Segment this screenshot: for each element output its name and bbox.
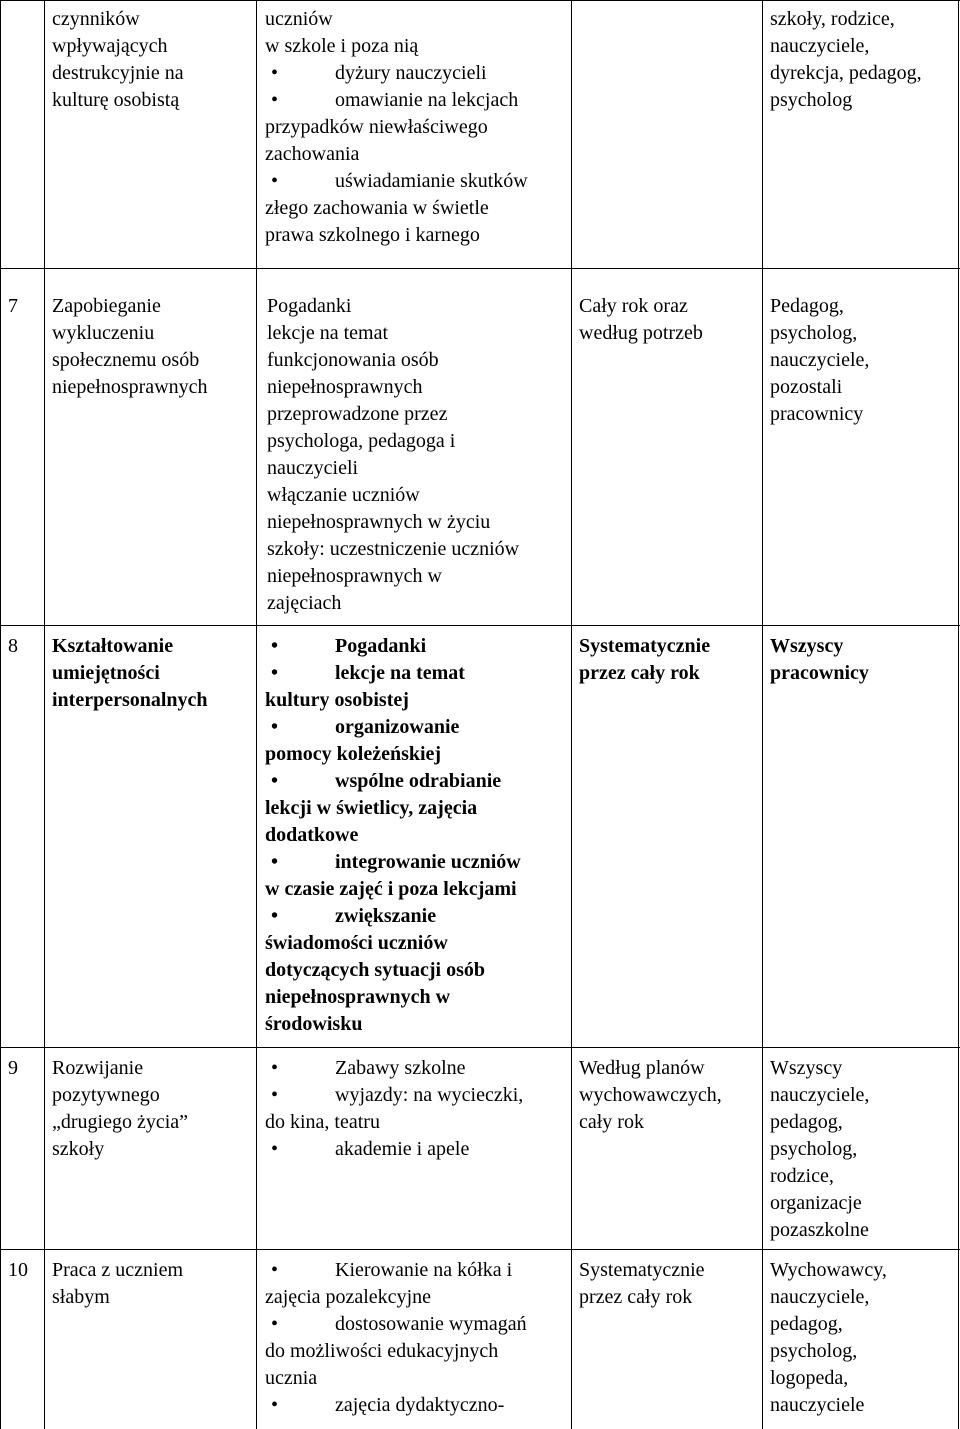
action-line: niepełnosprawnych w życiu xyxy=(267,511,491,533)
resp-line: Wychowawcy, xyxy=(770,1259,887,1281)
bullet-icon: • xyxy=(271,89,279,111)
action-line: szkoły: uczestniczenie uczniów xyxy=(267,538,520,560)
action-line: przypadków niewłaściwego xyxy=(265,116,488,138)
time-line: według potrzeb xyxy=(579,322,703,344)
resp-line: rodzice, xyxy=(770,1165,834,1187)
bullet-icon: • xyxy=(271,905,279,927)
resp-line: nauczyciele, xyxy=(770,1286,870,1308)
action-line: zachowania xyxy=(265,143,360,165)
action-line: prawa szkolnego i karnego xyxy=(265,224,480,246)
responsible-cell xyxy=(770,1055,956,1244)
resp-line: pracownicy xyxy=(770,403,864,425)
action-bullet-item: • lekcje na temat xyxy=(265,660,570,687)
action-line: złego zachowania w świetle xyxy=(265,197,489,219)
resp-line: nauczyciele, xyxy=(770,1084,870,1106)
resp-line: psycholog, xyxy=(770,1340,858,1362)
action-line: psychologa, pedagoga i xyxy=(267,430,456,452)
row-number: 7 xyxy=(8,295,18,317)
row-divider xyxy=(0,1047,960,1048)
bullet-icon: • xyxy=(271,716,279,738)
time-line: wychowawczych, xyxy=(579,1084,722,1106)
task-line: Praca z uczniem xyxy=(52,1259,184,1281)
timeline-cell xyxy=(579,633,759,687)
resp-line: organizacje xyxy=(770,1192,862,1214)
action-line: funkcjonowania osób xyxy=(267,349,439,371)
task-cell xyxy=(52,293,252,401)
row-divider xyxy=(0,268,960,269)
task-line: wpływających xyxy=(52,35,168,57)
bullet-icon: • xyxy=(271,1138,279,1160)
actions-cell xyxy=(265,633,570,1038)
resp-line: logopeda, xyxy=(770,1367,849,1389)
actions-cell xyxy=(265,1055,570,1163)
table-border-left xyxy=(0,0,1,1429)
timeline-cell xyxy=(579,1257,759,1311)
resp-line: szkoły, rodzice, xyxy=(770,8,895,30)
task-line: wykluczeniu xyxy=(52,322,155,344)
column-divider xyxy=(44,0,45,1429)
resp-line: psycholog, xyxy=(770,322,858,344)
row-divider xyxy=(0,1249,960,1250)
resp-line: dyrekcja, pedagog, xyxy=(770,62,922,84)
action-line: dodatkowe xyxy=(265,824,359,846)
action-line: do możliwości edukacyjnych xyxy=(265,1340,499,1362)
actions-cell xyxy=(267,293,569,617)
task-line: Rozwijanie xyxy=(52,1057,144,1079)
responsible-cell xyxy=(770,633,956,687)
bullet-icon: • xyxy=(271,170,279,192)
responsible-cell xyxy=(770,293,956,428)
action-bullet-item: • uświadamianie skutków xyxy=(265,168,570,195)
action-line: Pogadanki xyxy=(267,295,352,317)
resp-line: psycholog, xyxy=(770,1138,858,1160)
task-line: słabym xyxy=(52,1286,110,1308)
resp-line: nauczyciele xyxy=(770,1394,865,1416)
action-bullet-item: • wspólne odrabianie xyxy=(265,768,570,795)
task-line: interpersonalnych xyxy=(52,689,208,711)
action-line: zajęcia pozalekcyjne xyxy=(265,1286,431,1308)
action-bullet-item: • omawianie na lekcjach xyxy=(265,87,570,114)
row-divider xyxy=(0,625,960,626)
task-line: społecznemu osób xyxy=(52,349,200,371)
action-bullet-item: • zajęcia dydaktyczno- xyxy=(265,1392,570,1419)
bullet-icon: • xyxy=(271,1313,279,1335)
action-line: lekcje na temat xyxy=(267,322,389,344)
task-cell xyxy=(52,633,252,714)
action-bullet-item: • dostosowanie wymagań xyxy=(265,1311,570,1338)
action-bullet-item: • Kierowanie na kółka i xyxy=(265,1257,570,1284)
task-line: czynników xyxy=(52,8,140,30)
action-bullet-item: • zwiększanie xyxy=(265,903,570,930)
resp-line: Pedagog, xyxy=(770,295,844,317)
task-line: „drugiego życia” xyxy=(52,1111,189,1133)
bullet-icon: • xyxy=(271,1259,279,1281)
action-line: przeprowadzone przez xyxy=(267,403,448,425)
table-border-right xyxy=(958,0,959,1429)
action-line: uczniów xyxy=(265,8,333,30)
column-divider xyxy=(762,0,763,1429)
action-bullet-item: • organizowanie xyxy=(265,714,570,741)
task-line: szkoły xyxy=(52,1138,105,1160)
action-line: niepełnosprawnych xyxy=(267,376,423,398)
task-cell xyxy=(52,1055,252,1163)
action-line: pomocy koleżeńskiej xyxy=(265,743,442,765)
action-line: do kina, teatru xyxy=(265,1111,380,1133)
actions-cell xyxy=(265,6,570,249)
resp-line: psycholog xyxy=(770,89,853,111)
resp-line: pozostali xyxy=(770,376,843,398)
time-line: Systematycznie xyxy=(579,635,711,657)
time-line: Według planów xyxy=(579,1057,705,1079)
action-line: świadomości uczniów xyxy=(265,932,448,954)
timeline-cell xyxy=(579,1055,759,1136)
task-cell xyxy=(52,1257,252,1311)
action-line: dotyczących sytuacji osób xyxy=(265,959,485,981)
task-line: pozytywnego xyxy=(52,1084,160,1106)
action-line: lekcji w świetlicy, zajęcia xyxy=(265,797,478,819)
bullet-icon: • xyxy=(271,635,279,657)
bullet-icon: • xyxy=(271,770,279,792)
responsible-cell xyxy=(770,1257,956,1419)
resp-line: pedagog, xyxy=(770,1313,843,1335)
time-line: przez cały rok xyxy=(579,662,700,684)
time-line: Cały rok oraz xyxy=(579,295,688,317)
action-line: nauczycieli xyxy=(267,457,359,479)
resp-line: Wszyscy xyxy=(770,635,844,657)
table-border-top xyxy=(0,0,960,1)
task-line: Kształtowanie xyxy=(52,635,174,657)
responsible-cell xyxy=(770,6,956,114)
timeline-cell xyxy=(579,293,759,347)
task-line: Zapobieganie xyxy=(52,295,161,317)
action-line: niepełnosprawnych w xyxy=(265,986,451,1008)
bullet-icon: • xyxy=(271,1084,279,1106)
resp-line: pracownicy xyxy=(770,662,869,684)
time-line: Systematycznie xyxy=(579,1259,705,1281)
action-bullet-item: • dyżury nauczycieli xyxy=(265,60,570,87)
column-divider xyxy=(571,0,572,1429)
bullet-icon: • xyxy=(271,851,279,873)
column-divider xyxy=(256,0,257,1429)
action-bullet-item: • Zabawy szkolne xyxy=(265,1055,570,1082)
row-number: 8 xyxy=(8,635,18,657)
row-number: 10 xyxy=(8,1259,28,1281)
bullet-icon: • xyxy=(271,62,279,84)
time-line: przez cały rok xyxy=(579,1286,693,1308)
task-line: kulturę osobistą xyxy=(52,89,180,111)
bullet-icon: • xyxy=(271,1057,279,1079)
resp-line: Wszyscy xyxy=(770,1057,843,1079)
task-line: niepełnosprawnych xyxy=(52,376,208,398)
resp-line: pedagog, xyxy=(770,1111,843,1133)
task-line: destrukcyjnie na xyxy=(52,62,184,84)
time-line: cały rok xyxy=(579,1111,644,1133)
resp-line: nauczyciele, xyxy=(770,35,870,57)
resp-line: pozaszkolne xyxy=(770,1219,869,1241)
action-bullet-item: • akademie i apele xyxy=(265,1136,570,1163)
action-line: w szkole i poza nią xyxy=(265,35,419,57)
action-line: w czasie zajęć i poza lekcjami xyxy=(265,878,517,900)
task-line: umiejętności xyxy=(52,662,160,684)
action-bullet-item: • Pogadanki xyxy=(265,633,570,660)
action-line: zajęciach xyxy=(267,592,342,614)
actions-cell xyxy=(265,1257,570,1419)
action-line: kultury osobistej xyxy=(265,689,409,711)
bullet-icon: • xyxy=(271,1394,279,1416)
row-number: 9 xyxy=(8,1057,18,1079)
action-line: włączanie uczniów xyxy=(267,484,420,506)
bullet-icon: • xyxy=(271,662,279,684)
action-line: środowisku xyxy=(265,1013,363,1035)
action-line: ucznia xyxy=(265,1367,318,1389)
action-bullet-item: • wyjazdy: na wycieczki, xyxy=(265,1082,570,1109)
action-bullet-item: • integrowanie uczniów xyxy=(265,849,570,876)
task-cell xyxy=(52,6,252,114)
resp-line: nauczyciele, xyxy=(770,349,870,371)
action-line: niepełnosprawnych w xyxy=(267,565,442,587)
